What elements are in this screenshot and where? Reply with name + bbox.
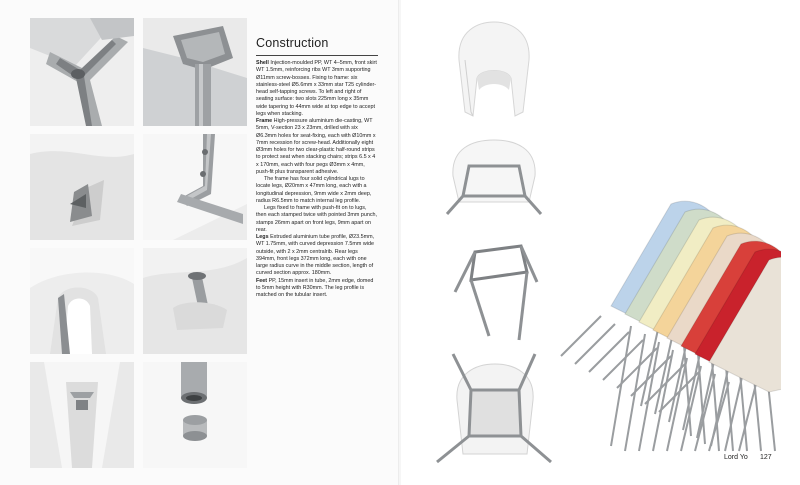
stacked-chairs-image [551, 186, 781, 456]
photo-frame-casting-detail [30, 18, 134, 126]
chair-underside-image [431, 350, 561, 468]
paragraph-leg-fixing: Legs fixed to frame with push-fit on to lugs, then each stamped twice with pointed 3mm punch, stamps 26mm apart on front legs, 9mm apart on rear. [256, 205, 378, 233]
paragraph-legs: Legs Extruded aluminium tube profile, Ø23.5mm, WT 1.75mm, with curved depression 7.5mm wide outside, with 2 x 2mm centralrib. Rear legs 394mm, front legs 372mm long, each with one large radius curve in the middle section, length of curved section approx. 180mm. [256, 234, 375, 277]
chair-frame-image [445, 232, 545, 342]
photo-leg-tube-and-foot [143, 362, 247, 468]
paragraph-lugs: The frame has four solid cylindrical lugs to locate legs, Ø20mm x 47mm long, each with a longitudinal depression, 9mm wide x 2mm deep, radius R6.5mm to match internal leg profile. [256, 176, 372, 204]
right-page [401, 0, 800, 485]
paragraph-frame: Frame High-pressure aluminium die-casting, WT 5mm, V-section 23 x 23mm, drilled with six Ø6.3mm holes for seat-fixing, each with Ø10mm x 7mm recession for screw-head. Additionally eight Ø3mm holes for two clear-plastic half-round strips to protect seat when stacking chairs; strips 6.5 x 4 x 170mm, each with four pegs Ø3mm x 4mm, push-fit plus transparent adhesive. [256, 118, 376, 175]
label-feet: Feet [256, 277, 268, 284]
section-heading: Construction [256, 36, 329, 50]
page-number: 127 [760, 454, 772, 461]
chair-shell-with-frame-image [439, 136, 549, 218]
construction-body [256, 60, 378, 299]
paragraph-feet: Feet PP, 15mm insert in tube, 2mm edge, domed to 5mm height with R30mm. The leg profile is matched on the tubular insert. [256, 277, 374, 298]
label-legs: Legs [256, 234, 269, 240]
label-frame: Frame [256, 118, 273, 124]
stack-chair-leg [561, 316, 601, 356]
photo-leg-in-slot [30, 362, 134, 468]
chair-shell-image [449, 20, 539, 120]
photo-shell-underside [30, 134, 134, 240]
photo-frame-to-shell-joint [143, 134, 247, 240]
construction-text-column [256, 36, 378, 299]
photo-screw-boss [143, 248, 247, 354]
left-page [0, 0, 399, 485]
stack-chair-leg [575, 324, 615, 364]
label-shell: Shell [256, 60, 269, 66]
paragraph-shell: Shell Injection-moulded PP, WT 4–5mm, front skirt WT 1.5mm, reinforcing ribs WT 3mm supporting Ø11mm screw-bosses. Fixing to frame: six stainless-steel Ø5.6mm x 33mm star T25 cylinder-head self-tapping screws. To left and right of seating surface: two slots 225mm long x 35mm wide tapering to 44mm wide at top edge to accept legs when stacking. [256, 60, 377, 117]
heading-rule [256, 55, 378, 56]
photo-leg-lug-detail [143, 18, 247, 126]
running-title: Lord Yo [724, 454, 748, 461]
stack-chair-leg [589, 332, 629, 372]
photo-stacking-slot [30, 248, 134, 354]
